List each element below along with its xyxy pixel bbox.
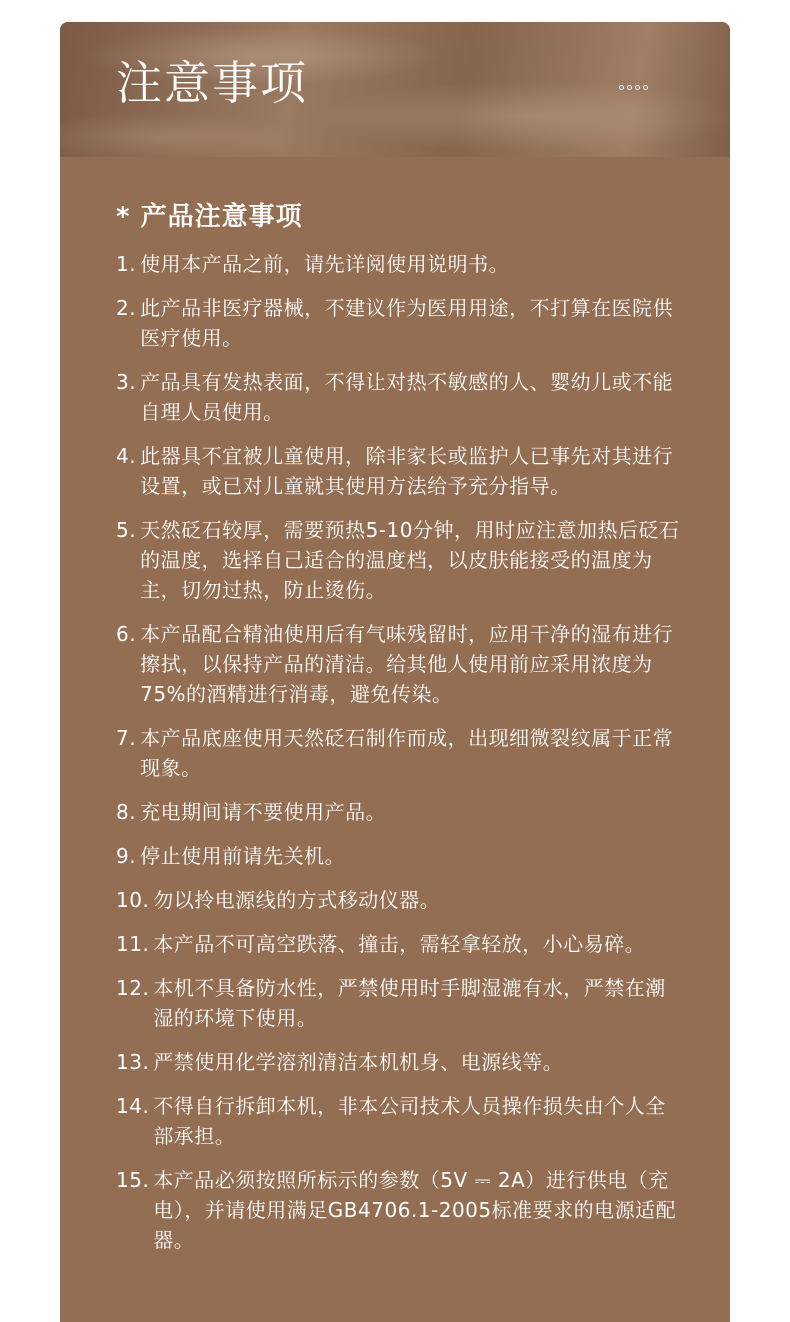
note-text: 本产品底座使用天然砭石制作而成，出现细微裂纹属于正常现象。 [140,726,674,780]
note-number: 2. [116,296,137,320]
notice-card [60,22,730,1322]
note-number: 10. [116,888,150,912]
note-text: 产品具有发热表面，不得让对热不敏感的人、婴幼儿或不能自理人员使用。 [140,370,674,424]
dot-icon [627,85,632,90]
more-dots-icon [619,85,648,90]
note-item [116,973,686,1033]
note-item [116,293,686,353]
note-text: 不得自行拆卸本机，非本公司技术人员操作损失由个人全部承担。 [153,1094,666,1148]
note-item [116,723,686,783]
note-text: 此产品非医疗器械，不建议作为医用用途，不打算在医院供医疗使用。 [140,296,674,350]
note-number: 5. [116,518,137,542]
note-number: 6. [116,622,137,646]
note-number: 12. [116,976,150,1000]
notes-list [116,249,686,1255]
note-text: 天然砭石较厚，需要预热5-10分钟，用时应注意加热后砭石的温度，选择自己适合的温度档，以皮肤能接受的温度为主，切勿过热，防止烫伤。 [140,518,680,602]
note-item [116,1047,686,1077]
note-item [116,797,686,827]
note-item [116,885,686,915]
dot-icon [619,85,624,90]
note-text: 本产品必须按照所标示的参数（5V ⎓ 2A）进行供电（充电），并请使用满足GB4706.1-2005标准要求的电源适配器。 [153,1168,677,1252]
note-number: 15. [116,1168,150,1192]
note-item [116,515,686,605]
note-number: 3. [116,370,137,394]
dot-icon [643,85,648,90]
note-text: 此器具不宜被儿童使用，除非家长或监护人已事先对其进行设置，或已对儿童就其使用方法给予充分指导。 [140,444,674,498]
note-number: 13. [116,1050,150,1074]
note-number: 9. [116,844,137,868]
note-number: 7. [116,726,137,750]
note-text: 停止使用前请先关机。 [140,844,346,868]
section-title: * 产品注意事项 [116,202,303,232]
note-number: 1. [116,252,137,276]
note-number: 11. [116,932,150,956]
note-item [116,841,686,871]
note-item [116,619,686,709]
note-item [116,1091,686,1151]
note-number: 4. [116,444,137,468]
dot-icon [635,85,640,90]
note-number: 14. [116,1094,150,1118]
page-title: 注意事项 [116,56,308,110]
note-text: 本产品不可高空跌落、撞击，需轻拿轻放，小心易碎。 [153,932,646,956]
note-item [116,367,686,427]
note-item [116,249,686,279]
note-item [116,1165,686,1255]
notes-content [116,197,686,1269]
note-text: 充电期间请不要使用产品。 [140,800,387,824]
note-text: 严禁使用化学溶剂清洁本机机身、电源线等。 [153,1050,564,1074]
note-item [116,929,686,959]
note-text: 使用本产品之前，请先详阅使用说明书。 [140,252,510,276]
note-text: 本产品配合精油使用后有气味残留时，应用干净的湿布进行擦拭，以保持产品的清洁。给其他人使用前应采用浓度为75%的酒精进行消毒，避免传染。 [140,622,674,706]
note-number: 8. [116,800,137,824]
header-banner [60,22,730,157]
note-item [116,441,686,501]
note-text: 勿以拎电源线的方式移动仪器。 [153,888,441,912]
note-text: 本机不具备防水性，严禁使用时手脚湿漉有水，严禁在潮湿的环境下使用。 [153,976,666,1030]
